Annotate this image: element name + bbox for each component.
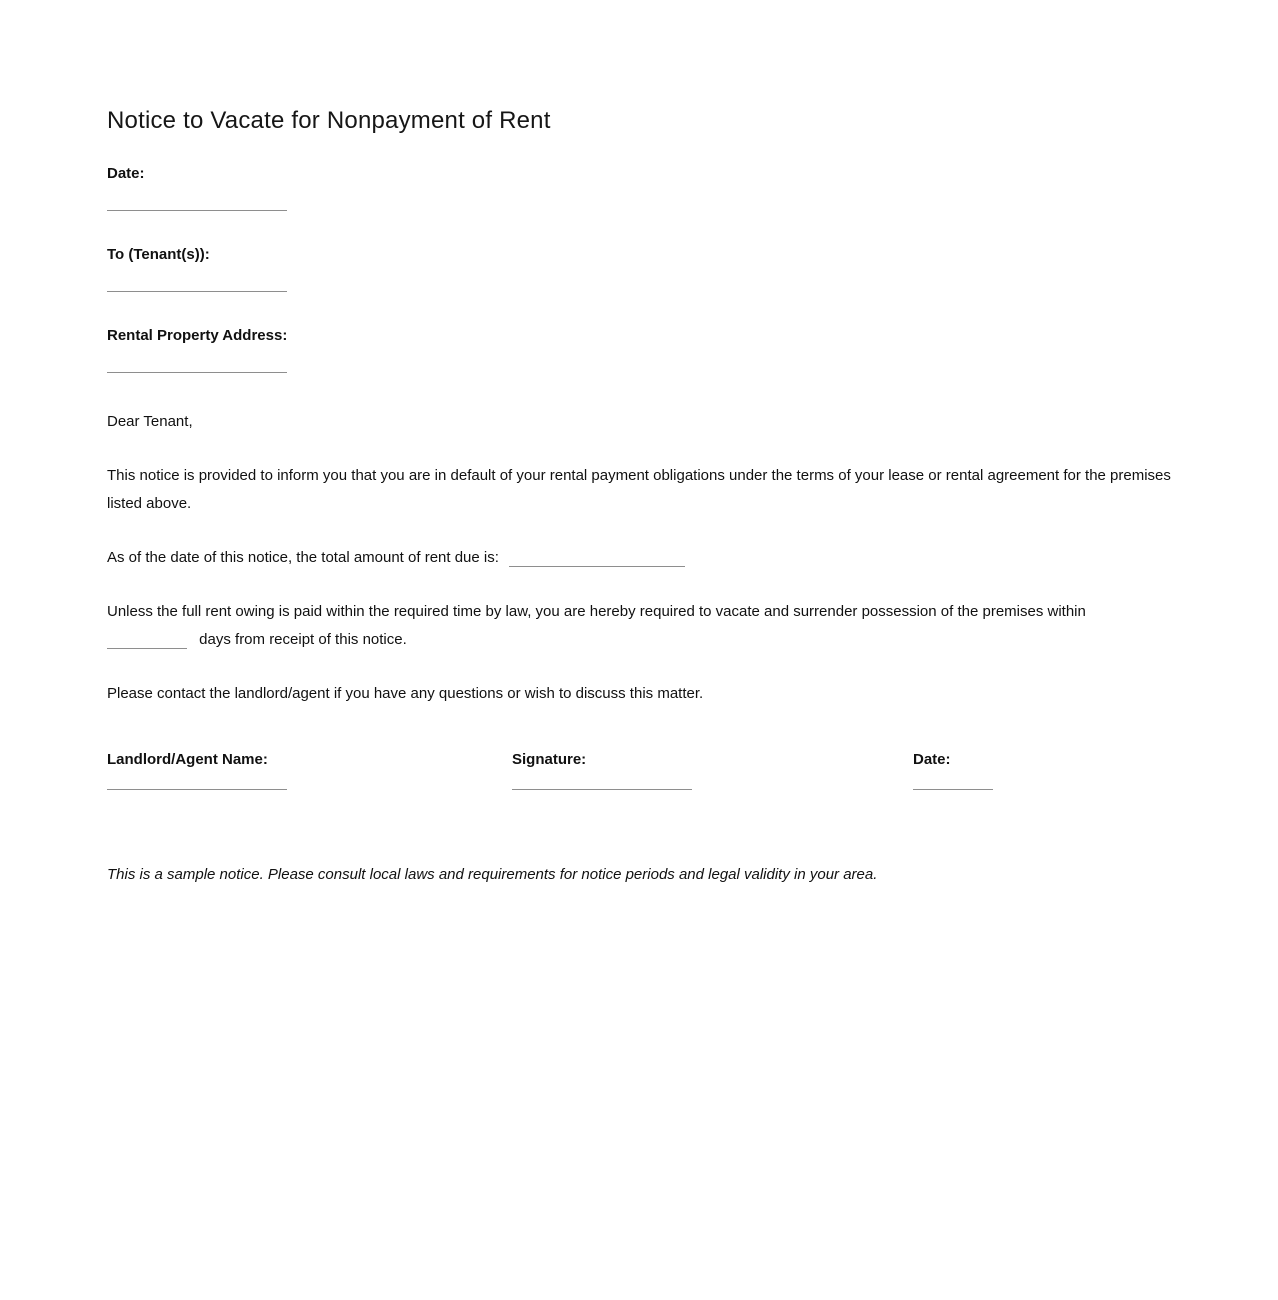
property-address-label: Rental Property Address: <box>107 327 288 344</box>
signature-row <box>107 751 1171 790</box>
tenant-blank-line <box>107 291 287 292</box>
vacate-text-after-blank: days from receipt of this notice. <box>199 631 407 648</box>
signature-col-signature <box>512 751 913 790</box>
days-blank-line <box>107 648 187 649</box>
signature-col-date <box>913 751 1171 790</box>
signature-col-landlord-name <box>107 751 512 790</box>
landlord-agent-name-label: Landlord/Agent Name: <box>107 751 268 768</box>
signature-date-blank-line <box>913 789 993 790</box>
signature-label: Signature: <box>512 751 587 768</box>
sample-disclaimer: This is a sample notice. Please consult local laws and requirements for notice periods and legal validity in your area. <box>107 866 878 883</box>
rent-due-blank-line <box>509 566 685 567</box>
vacate-text-before-blank: Unless the full rent owing is paid within the required time by law, you are hereby required to vacate and surrender possession of the premises within <box>107 603 1086 620</box>
signature-blank-line <box>512 789 692 790</box>
rent-due-label: As of the date of this notice, the total amount of rent due is: <box>107 549 499 566</box>
field-group-property-address <box>107 327 1171 373</box>
rent-due-line <box>107 544 1171 572</box>
signature-date-label: Date: <box>913 751 951 768</box>
salutation: Dear Tenant, <box>107 413 193 430</box>
default-notice-paragraph: This notice is provided to inform you that you are in default of your rental payment obligations under the terms of your lease or rental agreement for the premises listed above. <box>107 467 1171 512</box>
date-blank-line <box>107 210 287 211</box>
field-group-date <box>107 165 1171 211</box>
date-label: Date: <box>107 165 145 182</box>
field-group-tenant <box>107 246 1171 292</box>
tenant-label: To (Tenant(s)): <box>107 246 210 263</box>
vacate-paragraph <box>107 598 1171 654</box>
property-address-blank-line <box>107 372 287 373</box>
contact-paragraph: Please contact the landlord/agent if you have any questions or wish to discuss this matter. <box>107 685 704 702</box>
document-title: Notice to Vacate for Nonpayment of Rent <box>107 107 551 134</box>
landlord-agent-name-blank-line <box>107 789 287 790</box>
